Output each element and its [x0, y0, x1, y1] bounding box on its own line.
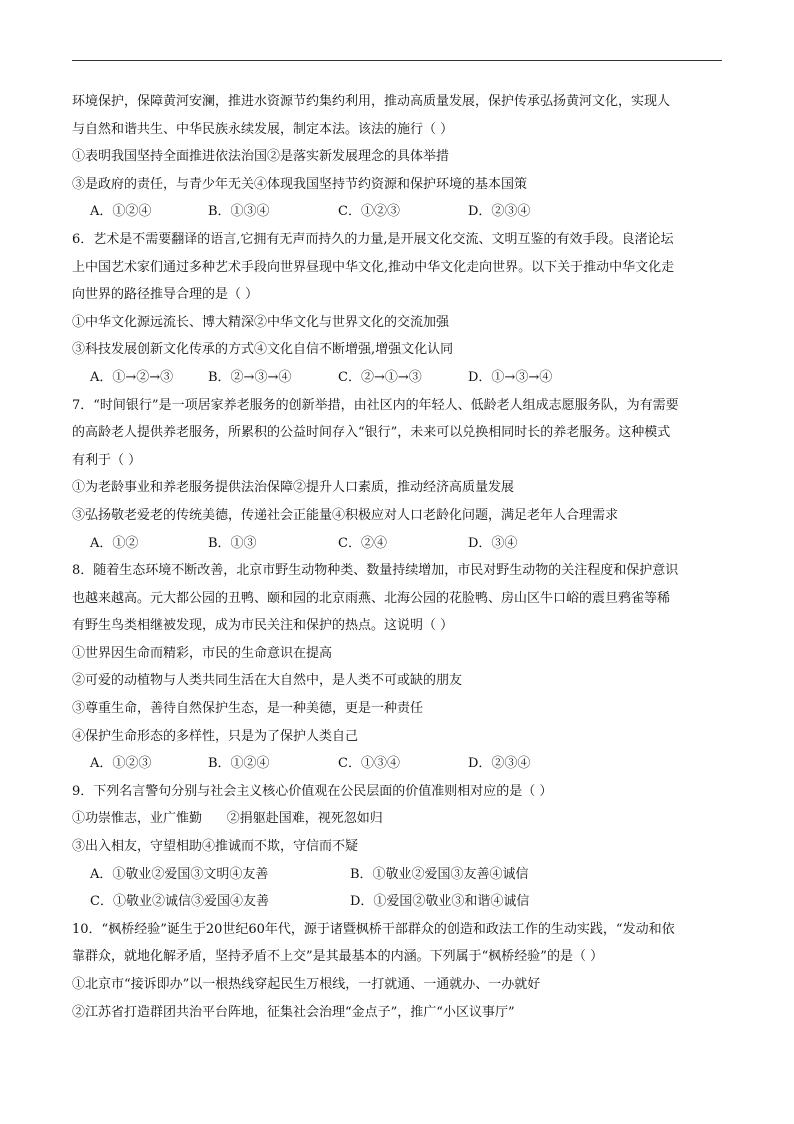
question-7 [72, 392, 722, 558]
question-text: 有野生鸟类相继被发现，成为市民关注和保护的热点。这说明（ ） [72, 618, 454, 634]
answer-options [72, 530, 722, 558]
statement: ③是政府的责任，与青少年无关④体现我国坚持节约资源和保护环境的基本国策 [72, 176, 528, 192]
question-5 [72, 88, 722, 226]
statement: ③出入相友，守望相助④推诚而不欺，守信而不疑 [72, 839, 359, 855]
header-rule [72, 60, 722, 61]
option-b: B．①③④ [208, 204, 270, 220]
question-text: 7．“时间银行”是一项居家养老服务的创新举措，由社区内的年轻人、低龄老人组成志愿服务队，为有需要 [72, 397, 679, 413]
option-c: C．②→①→③ [338, 369, 422, 385]
statement: ①世界因生命而精彩，市民的生命意识在提高 [72, 645, 333, 661]
question-6 [72, 226, 722, 392]
option-d: D．②③④ [468, 204, 531, 220]
answer-options [72, 861, 722, 889]
statement: ③科技发展创新文化传承的方式④文化自信不断增强,增强文化认同 [72, 342, 454, 358]
option-d: D．①爱国②敬业③和谐④诚信 [350, 894, 530, 910]
statement: ①为老龄事业和养老服务提供法治保障②提升人口素质，推动经济高质量发展 [72, 480, 515, 496]
question-text: 靠群众，就地化解矛盾，坚持矛盾不上交”是其最基本的内涵。下列属于“枫桥经验”的是（ ） [72, 949, 604, 965]
question-text: 有利于（ ） [72, 452, 142, 468]
question-text: 8．随着生态环境不断改善，北京市野生动物种类、数量持续增加，市民对野生动物的关注程度和保护意识 [72, 563, 679, 579]
statement: ①表明我国坚持全面推进依法治国②是落实新发展理念的具体举措 [72, 149, 450, 165]
option-d: D．①→③→④ [468, 369, 553, 385]
question-text: 10．“枫桥经验”诞生于20世纪60年代，源于诸暨枫桥干部群众的创造和政法工作的生动实践，“发动和依 [72, 921, 675, 937]
answer-options [72, 364, 722, 392]
statement: ②可爱的动植物与人类共同生活在大自然中，是人类不可或缺的朋友 [72, 673, 463, 689]
option-b: B．②→③→④ [208, 369, 292, 385]
option-a: A．①→②→③ [90, 369, 174, 385]
option-a: A．①敬业②爱国③文明④友善 [90, 866, 269, 882]
question-text: 的高龄老人提供养老服务，所累积的公益时间存入“银行”，未来可以兑换相同时长的养老服务。这种模式 [72, 425, 671, 441]
answer-options [72, 888, 722, 916]
question-9 [72, 778, 722, 916]
statement: ②江苏省打造群团共治平台阵地，征集社会治理“金点子”，推广“小区议事厅” [72, 1004, 515, 1020]
option-d: D．②③④ [468, 756, 531, 772]
statement: ③尊重生命，善待自然保护生态，是一种美德，更是一种责任 [72, 701, 424, 717]
statement: ①中华文化源远流长、博大精深②中华文化与世界文化的交流加强 [72, 314, 450, 330]
question-text: 也越来越高。元大都公园的丑鸭、颐和园的北京雨燕、北海公园的花脸鸭、房山区牛口峪的震旦鸦雀等稀 [72, 590, 671, 606]
question-text: 上中国艺术家们通过多种艺术手段向世界昼现中华文化,推动中华文化走向世界。以下关于推动中华文化走 [72, 259, 675, 275]
option-a: A．①②④ [90, 204, 152, 220]
statement: ④保护生命形态的多样性，只是为了保护人类自己 [72, 728, 359, 744]
question-10 [72, 916, 722, 1026]
option-c: C．①敬业②诚信③爱国④友善 [90, 894, 269, 910]
answer-options [72, 198, 722, 226]
option-b: B．①敬业②爱国③友善④诚信 [350, 866, 529, 882]
question-text: 6．艺术是不需要翻译的语言,它拥有无声而持久的力量,是开展文化交流、文明互鉴的有效手段。良渚论坛 [72, 231, 674, 247]
question-text: 向世界的路径推导合理的是（ ） [72, 287, 259, 303]
option-b: B．①②④ [208, 756, 270, 772]
question-text: 9．下列名言警句分别与社会主义核心价值观在公民层面的价值准则相对应的是（ ） [72, 783, 553, 799]
option-d: D．③④ [468, 535, 518, 551]
exam-page [72, 88, 722, 1026]
option-a: A．①② [90, 535, 139, 551]
option-c: C．①③④ [338, 756, 400, 772]
option-c: C．①②③ [338, 204, 400, 220]
answer-options [72, 750, 722, 778]
option-a: A．①②③ [90, 756, 152, 772]
question-text: 与自然和谐共生、中华民族永续发展，制定本法。该法的施行（ ） [72, 121, 454, 137]
question-8 [72, 557, 722, 778]
statement: ①功崇惟志，业广惟勤 ②捐躯赴国难，视死忽如归 [72, 811, 383, 827]
question-text: 环境保护，保障黄河安澜，推进水资源节约集约利用，推动高质量发展，保护传承弘扬黄河文化，实现人 [72, 94, 671, 109]
option-c: C．②④ [338, 535, 387, 551]
statement: ①北京市“接诉即办”以一根热线穿起民生万根线，一打就通、一通就办、一办就好 [72, 977, 541, 992]
statement: ③弘扬敬老爱老的传统美德，传递社会正能量④积极应对人口老龄化问题，满足老年人合理需求 [72, 507, 619, 523]
option-b: B．①③ [208, 535, 257, 551]
